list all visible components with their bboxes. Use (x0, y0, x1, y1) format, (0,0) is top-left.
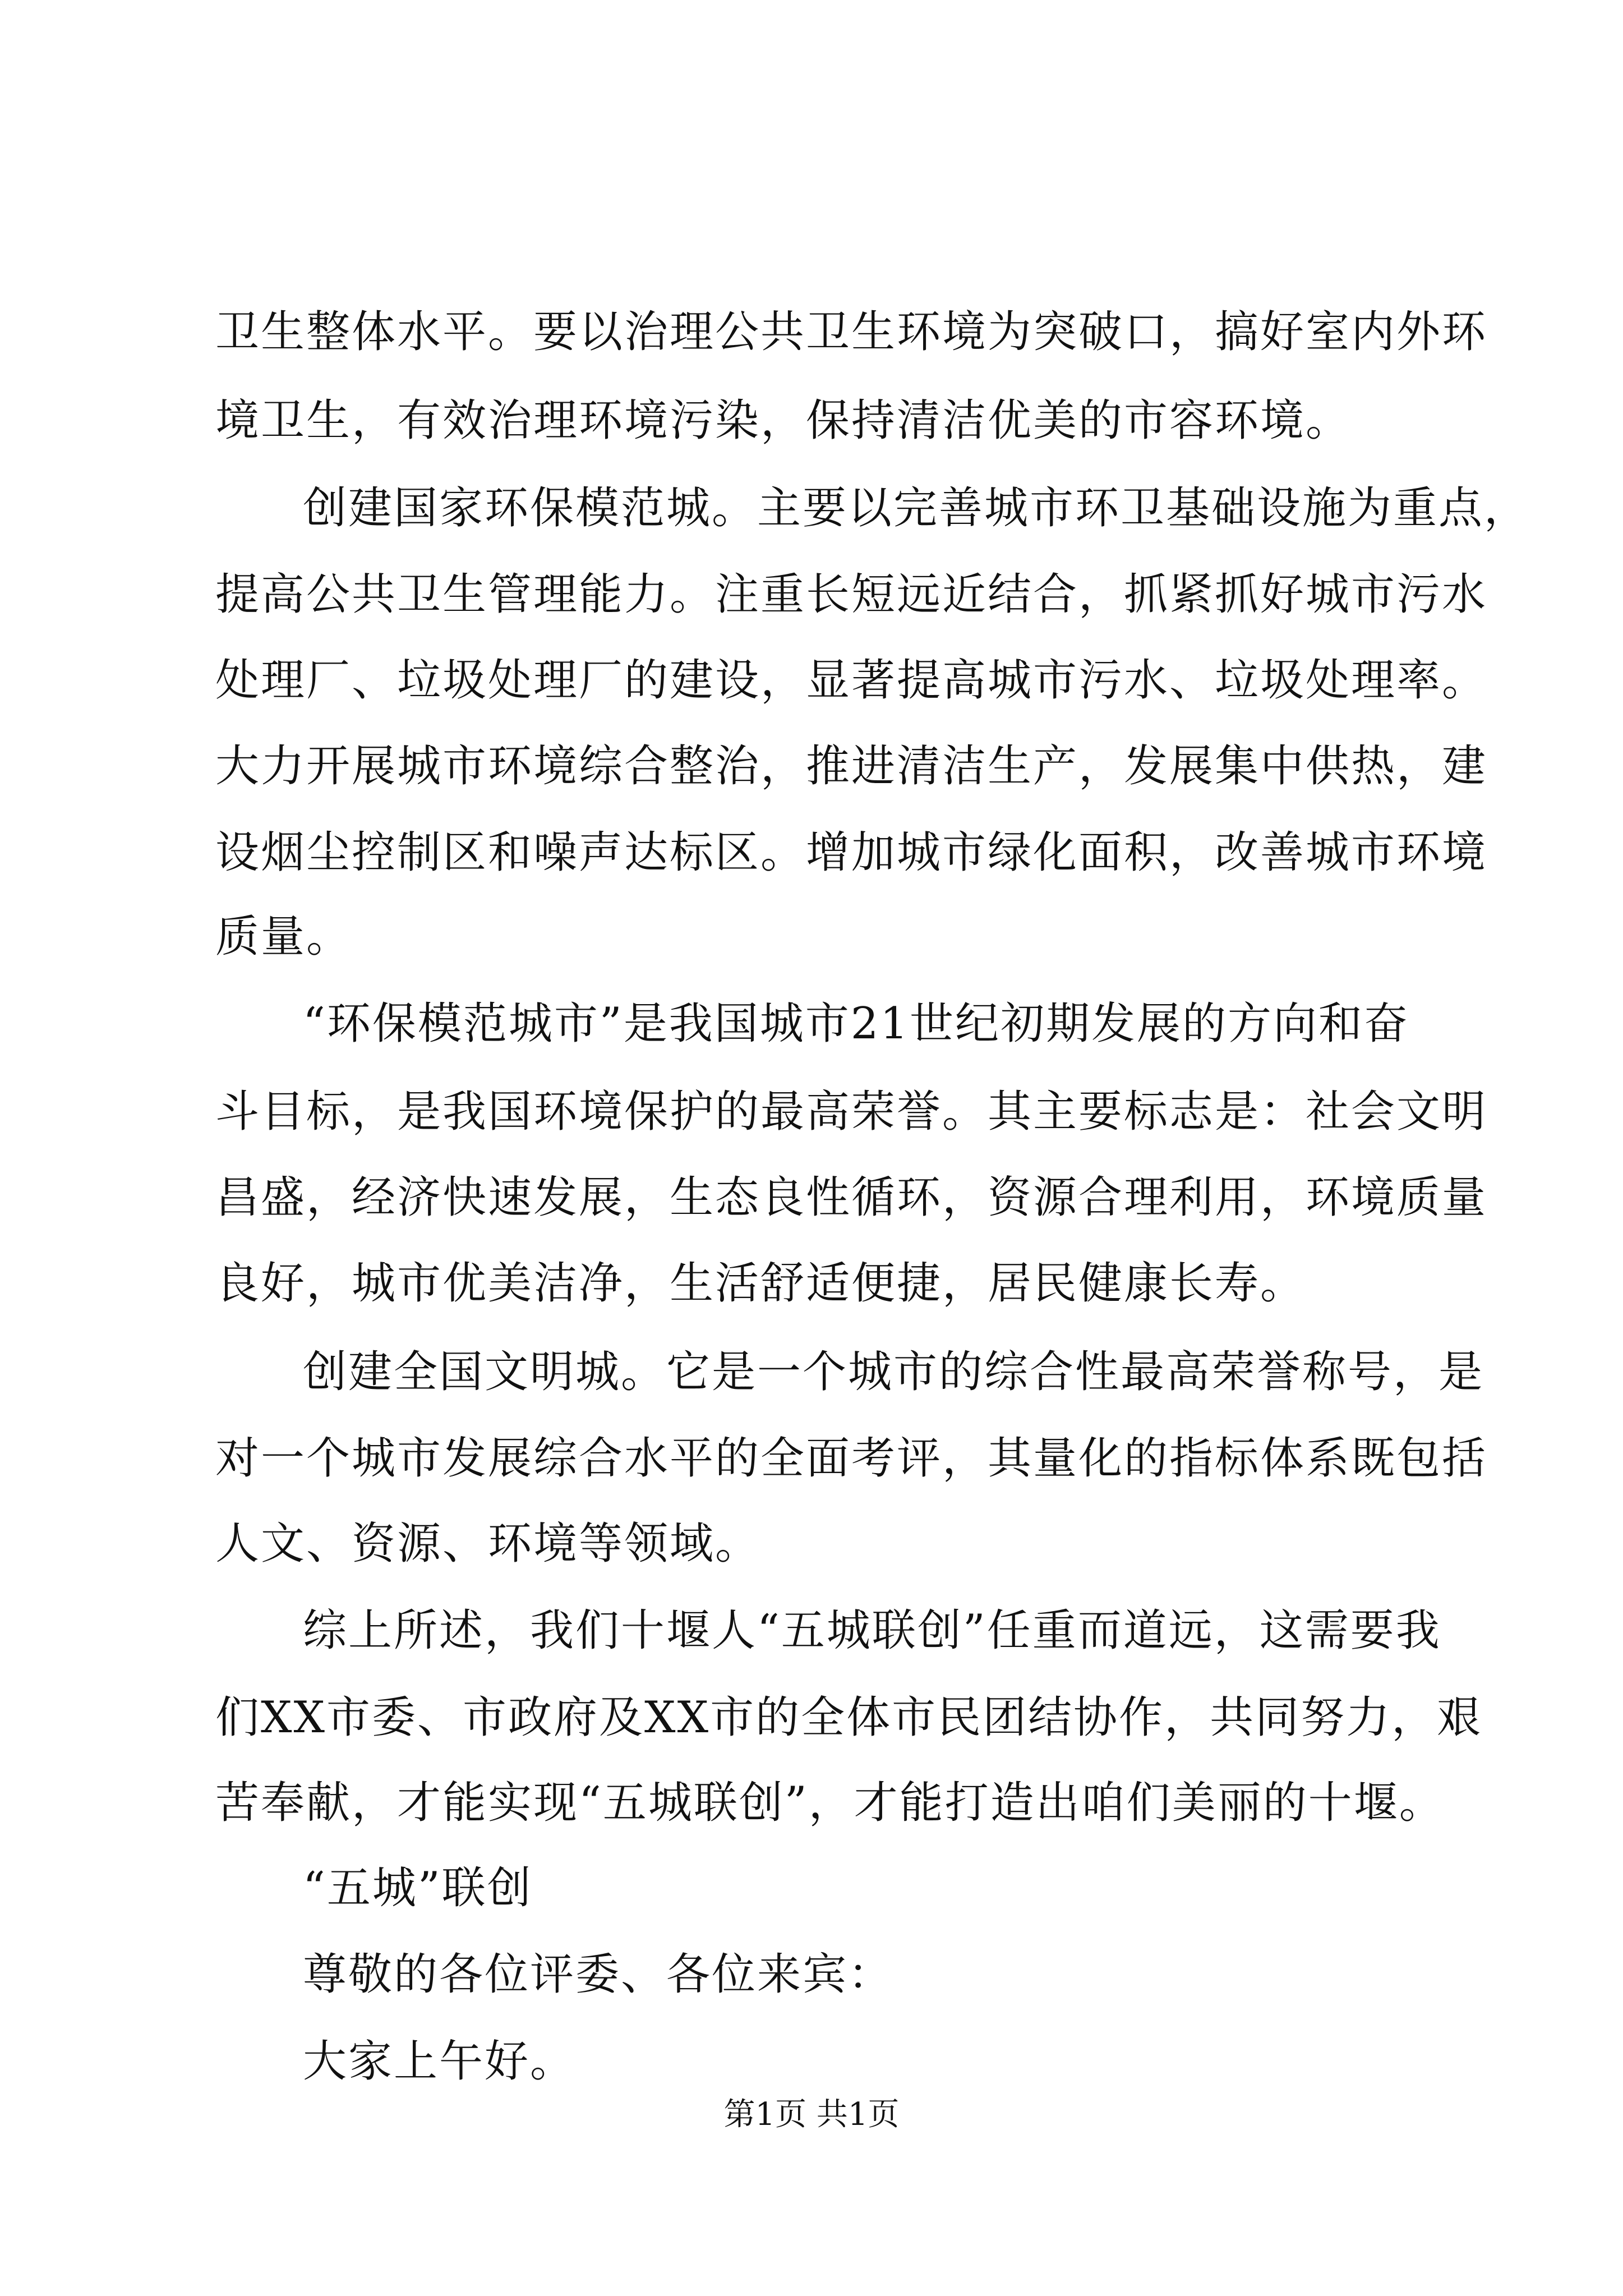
salutation-line: 尊敬的各位评委、各位来宾： (303, 1949, 894, 2000)
body-line: 人文、资源、环境等领域。 (215, 1519, 761, 1569)
paragraph-start-line: 创建全国文明城。它是一个城市的综合性最高荣誉称号，是 (303, 1347, 1484, 1397)
body-line: 卫生整体水平。要以治理公共卫生环境为突破口，搞好室内外环 (215, 307, 1488, 357)
body-line: 们XX市委、市政府及XX市的全体市民团结协作，共同努力，艰 (215, 1692, 1483, 1743)
body-line: 斗目标，是我国环境保护的最高荣誉。其主要标志是：社会文明 (215, 1087, 1488, 1137)
body-line: 昌盛，经济快速发展，生态良性循环，资源合理利用，环境质量 (215, 1172, 1488, 1223)
body-line: 境卫生，有效治理环境污染，保持清洁优美的市容环境。 (215, 395, 1352, 446)
body-line: 苦奉献，才能实现“五城联创”，才能打造出咱们美丽的十堰。 (215, 1778, 1445, 1828)
paragraph-start-line: 综上所述，我们十堰人“五城联创”任重而道远，这需要我 (303, 1605, 1441, 1656)
section-title: “五城”联创 (303, 1863, 533, 1913)
paragraph-start-line: “环保模范城市”是我国城市21世纪初期发展的方向和奋 (303, 999, 1410, 1049)
body-line: 良好，城市优美洁净，生活舒适便捷，居民健康长寿。 (215, 1258, 1306, 1309)
page-footer: 第1页 共1页 (723, 2096, 900, 2133)
body-line: 质量。 (215, 912, 352, 962)
body-line: 处理厂、垃圾处理厂的建设，显著提高城市污水、垃圾处理率。 (215, 655, 1488, 706)
body-line: 设烟尘控制区和噪声达标区。增加城市绿化面积，改善城市环境 (215, 827, 1488, 878)
body-line: 大力开展城市环境综合整治，推进清洁生产，发展集中供热，建 (215, 741, 1488, 792)
body-line: 对一个城市发展综合水平的全面考评，其量化的指标体系既包括 (215, 1433, 1488, 1484)
body-line: 提高公共卫生管理能力。注重长短远近结合，抓紧抓好城市污水 (215, 569, 1488, 620)
paragraph-start-line: 创建国家环保模范城。主要以完善城市环卫基础设施为重点， (303, 483, 1530, 533)
greeting-line: 大家上午好。 (303, 2036, 576, 2087)
